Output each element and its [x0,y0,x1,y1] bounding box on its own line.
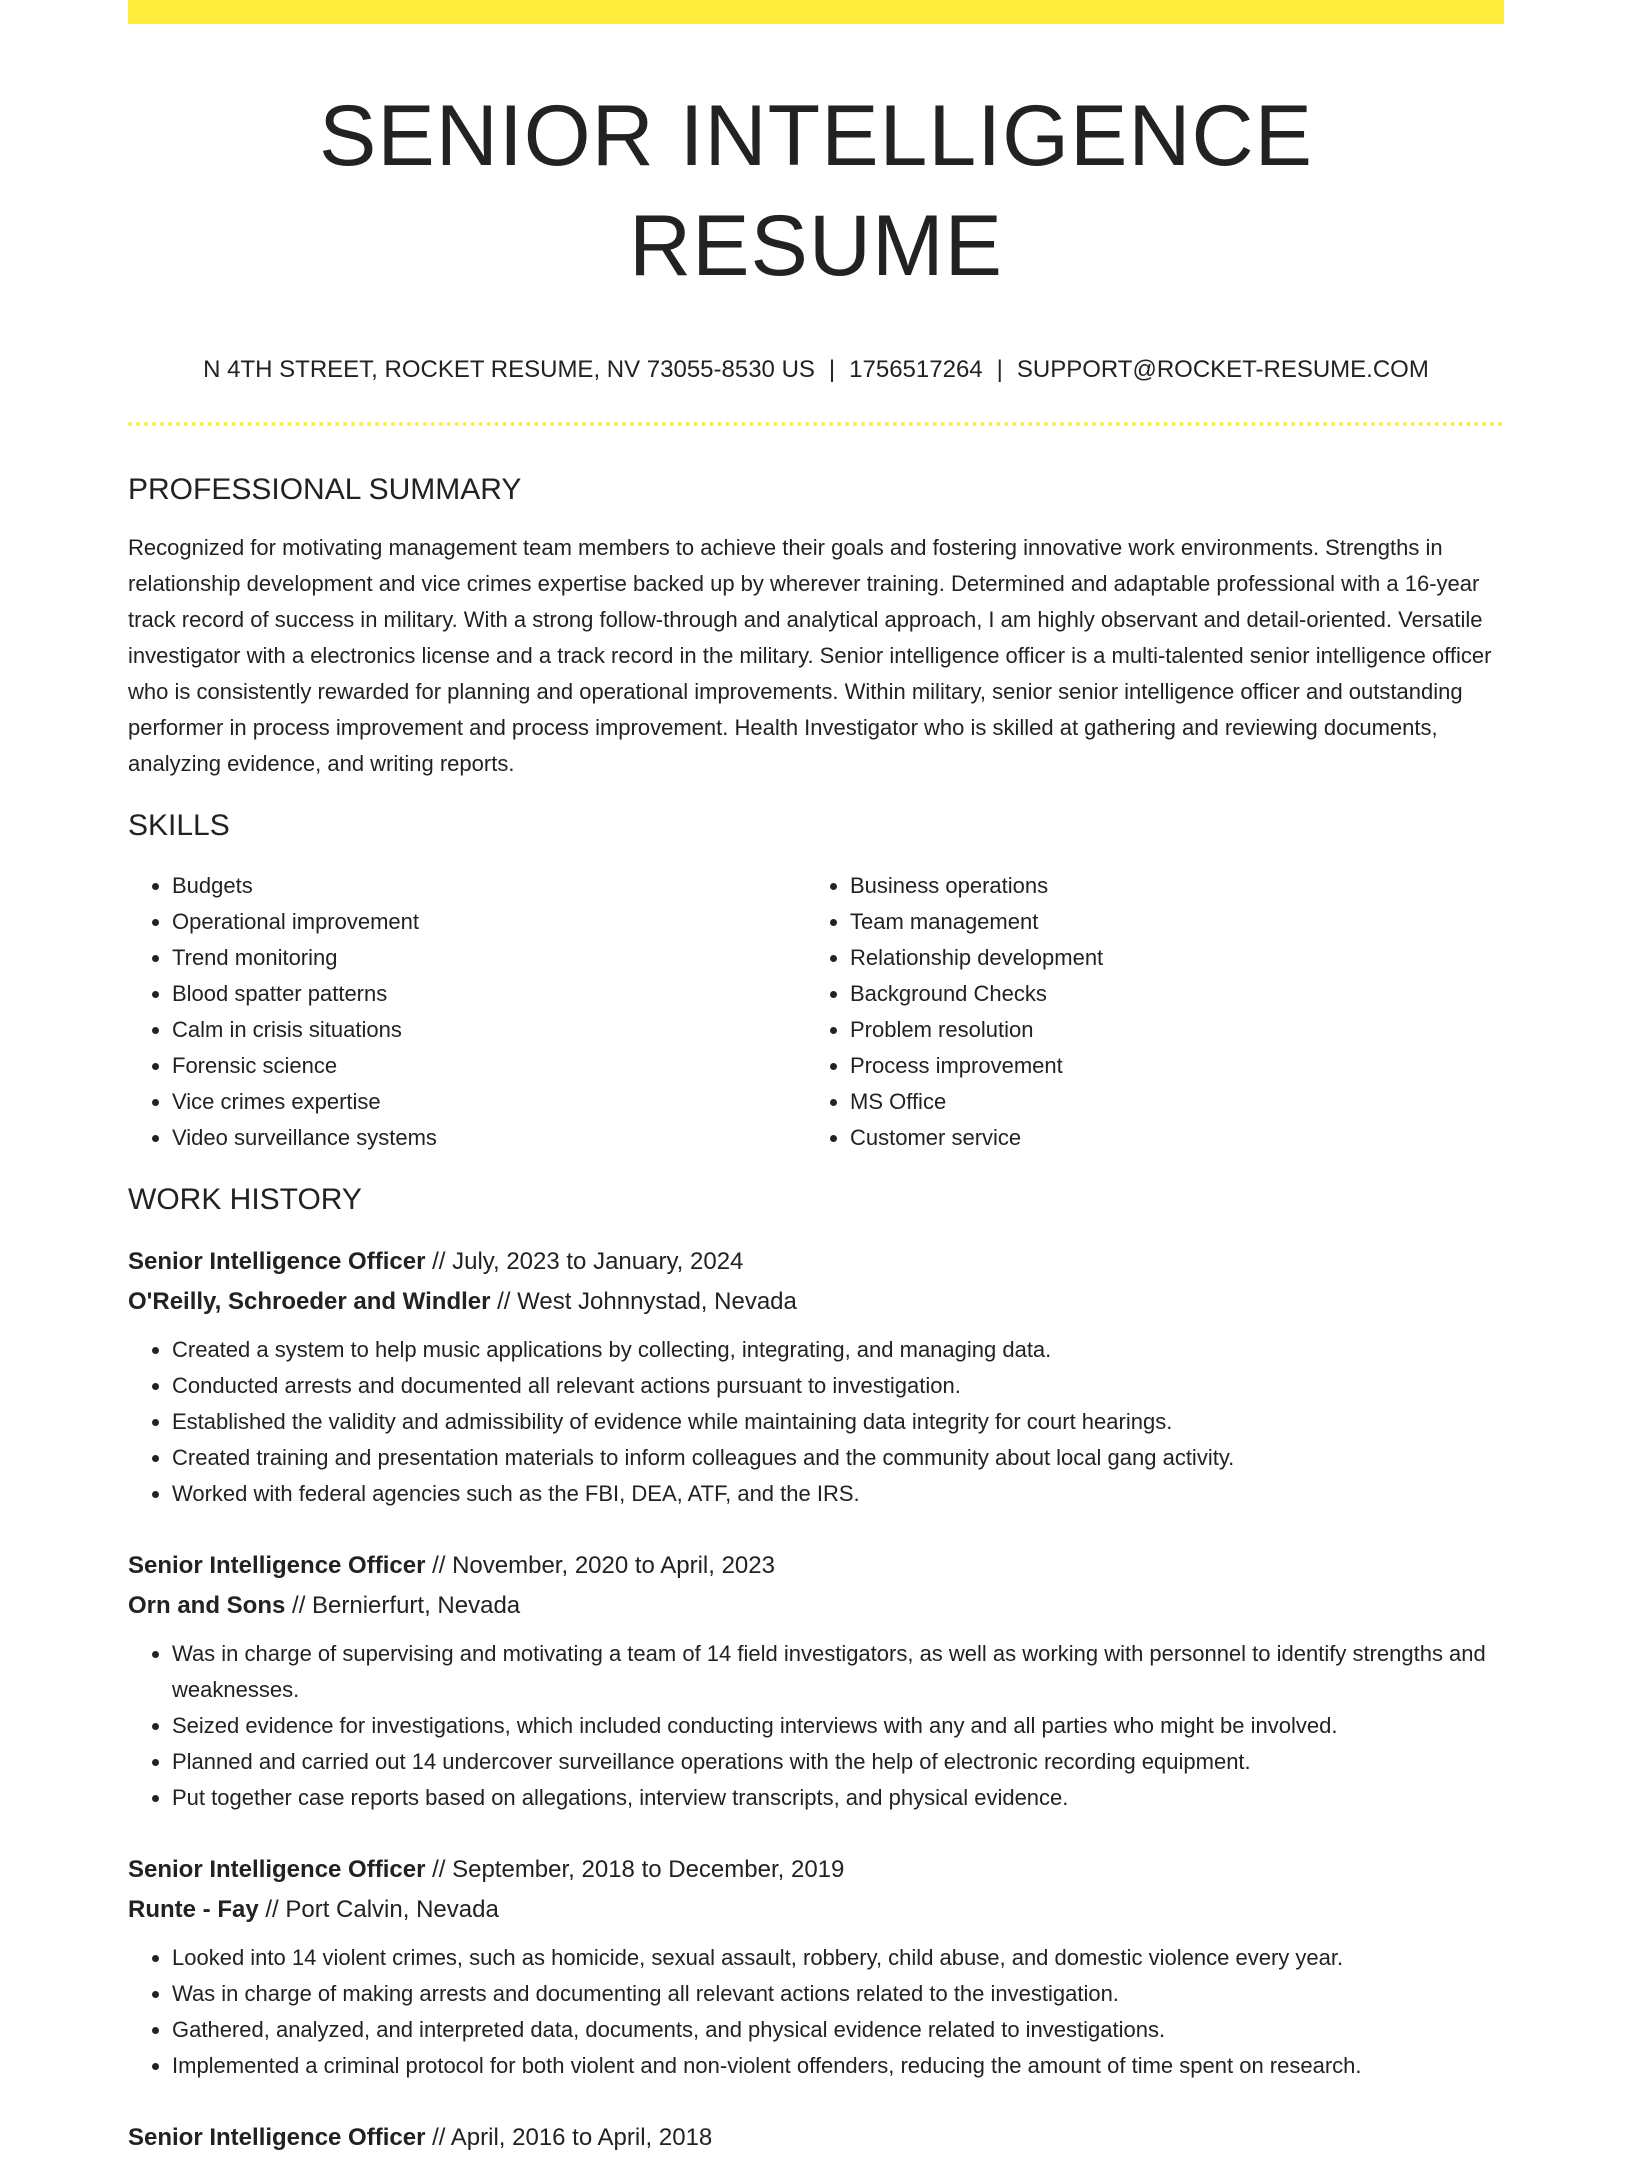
job-bullet: • Conducted arrests and documented all relevant actions pursuant to investigation. [172,1368,1504,1404]
skill-item: • Calm in crisis situations [172,1012,806,1048]
contact-line [128,354,1504,386]
skill-item: • Customer service [850,1120,1484,1156]
job-company: Orn and Sons [128,1592,286,1619]
job-bullet: • Planned and carried out 14 undercover surveillance operations with the help of electronic recording equipment. [172,1744,1504,1780]
job-bullets [128,1636,1504,1816]
job-bullet: • Gathered, analyzed, and interpreted data, documents, and physical evidence related to investigations. [172,2012,1504,2048]
skill-item: • Video surveillance systems [172,1120,806,1156]
job-bullet: • Was in charge of supervising and motivating a team of 14 field investigators, as well as working with personnel to identify strengths and weaknesses. [172,1636,1504,1708]
resume-page [128,0,1504,2158]
skill-item: • Relationship development [850,940,1484,976]
skill-item: • Problem resolution [850,1012,1484,1048]
job-bullet: • Created training and presentation materials to inform colleagues and the community about local gang activity. [172,1440,1504,1476]
job-bullet: • Put together case reports based on allegations, interview transcripts, and physical evidence. [172,1780,1504,1816]
dotted-divider [128,422,1504,426]
summary-heading: PROFESSIONAL SUMMARY [128,473,522,506]
contact-address: N 4TH STREET, ROCKET RESUME, NV 73055-8530 US [203,356,815,383]
job-title-line [128,1242,1504,1282]
job-bullets [128,1332,1504,1512]
skill-item: • Budgets [172,868,806,904]
skills-list-left [128,868,806,1156]
contact-separator: | [828,356,836,383]
job-entry [128,1242,1504,1512]
job-location: // West Johnnystad, Nevada [490,1288,797,1315]
skill-item: • Operational improvement [172,904,806,940]
job-bullet: • Implemented a criminal protocol for both violent and non-violent offenders, reducing the amount of time spent on research. [172,2048,1504,2084]
job-bullet: • Created a system to help music applications by collecting, integrating, and managing data. [172,1332,1504,1368]
summary-text: Recognized for motivating management team members to achieve their goals and fostering innovative work environments. Strengths in relationship development and vice crimes expertise backed up by wherever training. Determined and adaptable professional with a 16-year track record of success in military. With a strong follow-through and analytical approach, I am highly observant and detail-oriented. Versatile investigator with a electronics license and a track record in the military. Senior intelligence officer is a multi-talented senior intelligence officer who is consistently rewarded for planning and operational improvements. Within military, senior senior intelligence officer and outstanding performer in process improvement and process improvement. Health Investigator who is skilled at gathering and reviewing documents, analyzing evidence, and writing reports. [128,535,1492,776]
job-title: Senior Intelligence Officer [128,1248,426,1275]
job-company-line [128,1282,1504,1322]
job-title-line [128,1850,1504,1890]
skills-list-right [806,868,1484,1156]
contact-phone: 1756517264 [849,356,983,383]
skill-item: • Vice crimes expertise [172,1084,806,1120]
skills-columns [128,868,1504,1156]
skill-item: • Team management [850,904,1484,940]
job-title: Senior Intelligence Officer [128,2124,426,2151]
job-dates: // April, 2016 to April, 2018 [425,2124,713,2151]
job-title: Senior Intelligence Officer [128,1552,426,1579]
job-title-line [128,2118,1504,2158]
job-entry [128,2118,1504,2158]
job-company-line [128,1890,1504,1930]
job-bullets [128,1940,1504,2084]
skills-heading: SKILLS [128,809,230,842]
job-bullet: • Worked with federal agencies such as the FBI, DEA, ATF, and the IRS. [172,1476,1504,1512]
skill-item: • Trend monitoring [172,940,806,976]
job-location: // Bernierfurt, Nevada [285,1592,521,1619]
job-dates: // September, 2018 to December, 2019 [425,1856,845,1883]
skill-item: • Process improvement [850,1048,1484,1084]
job-company-line [128,1586,1504,1626]
skill-item: • MS Office [850,1084,1484,1120]
accent-top-bar [128,0,1504,24]
skill-item: • Blood spatter patterns [172,976,806,1012]
job-entry [128,1546,1504,1816]
skill-item: • Forensic science [172,1048,806,1084]
job-company: O'Reilly, Schroeder and Windler [128,1288,491,1315]
job-company: Runte - Fay [128,1896,259,1923]
job-bullet: • Was in charge of making arrests and documenting all relevant actions related to the investigation. [172,1976,1504,2012]
job-location: // Port Calvin, Nevada [258,1896,499,1923]
job-dates: // November, 2020 to April, 2023 [425,1552,775,1579]
contact-email[interactable]: SUPPORT@ROCKET-RESUME.COM [1016,356,1429,383]
skill-item: • Background Checks [850,976,1484,1012]
skill-item: • Business operations [850,868,1484,904]
job-bullet: • Looked into 14 violent crimes, such as homicide, sexual assault, robbery, child abuse, and domestic violence every year. [172,1940,1504,1976]
resume-title: SENIOR INTELLIGENCE RESUME [319,88,1313,294]
job-bullet: • Seized evidence for investigations, which included conducting interviews with any and all parties who might be involved. [172,1708,1504,1744]
job-title: Senior Intelligence Officer [128,1856,426,1883]
job-bullet: • Established the validity and admissibility of evidence while maintaining data integrity for court hearings. [172,1404,1504,1440]
job-dates: // July, 2023 to January, 2024 [425,1248,744,1275]
work-history-heading: WORK HISTORY [128,1183,362,1216]
job-entry [128,1850,1504,2084]
job-title-line [128,1546,1504,1586]
contact-separator: | [996,356,1003,383]
